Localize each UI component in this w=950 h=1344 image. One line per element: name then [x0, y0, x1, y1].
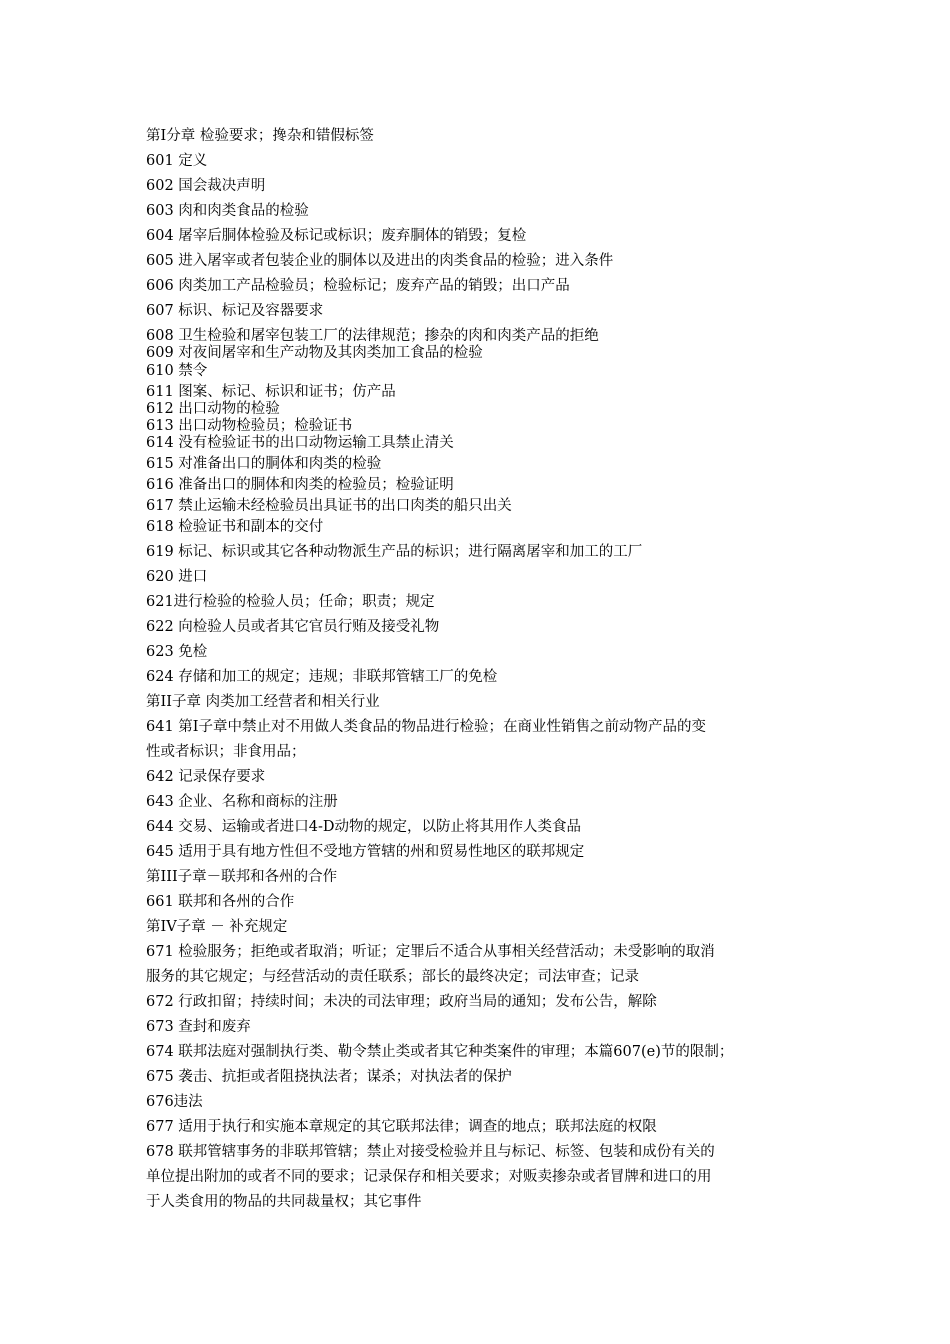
section-678-cont-1: 单位提出附加的或者不同的要求；记录保存和相关要求；对贩卖掺杂或者冒牌和进口的用 [146, 1169, 712, 1185]
section-603: 603 肉和肉类食品的检验 [146, 203, 309, 219]
section-641-cont: 性或者标识；非食用品； [146, 744, 306, 760]
section-602: 602 国会裁决声明 [146, 178, 266, 194]
section-616: 616 准备出口的胴体和肉类的检验员；检验证明 [146, 477, 454, 493]
section-661: 661 联邦和各州的合作 [146, 894, 295, 910]
section-617: 617 禁止运输未经检验员出具证书的出口肉类的船只出关 [146, 498, 512, 514]
section-673: 673 查封和废弃 [146, 1019, 251, 1035]
section-622: 622 向检验人员或者其它官员行贿及接受礼物 [146, 619, 440, 635]
section-641: 641 第Ⅰ子章中禁止对不用做人类食品的物品进行检验；在商业性销售之前动物产品的变 [146, 719, 707, 735]
chapter-heading-4: 第IV子章 － 补充规定 [146, 919, 288, 935]
section-672: 672 行政扣留；持续时间；未决的司法审理；政府当局的通知；发布公告，解除 [146, 994, 657, 1010]
section-605: 605 进入屠宰或者包装企业的胴体以及进出的肉类食品的检验；进入条件 [146, 253, 614, 269]
section-643: 643 企业、名称和商标的注册 [146, 794, 338, 810]
section-610: 610 禁令 [146, 363, 208, 379]
section-609: 609 对夜间屠宰和生产动物及其肉类加工食品的检验 [146, 345, 483, 361]
section-614: 614 没有检验证书的出口动物运输工具禁止清关 [146, 435, 454, 451]
section-607: 607 标识、标记及容器要求 [146, 303, 324, 319]
section-601: 601 定义 [146, 153, 208, 169]
section-678: 678 联邦管辖事务的非联邦管辖；禁止对接受检验并且与标记、标签、包装和成份有关的 [146, 1144, 715, 1160]
section-676: 676违法 [146, 1094, 203, 1110]
section-608: 608 卫生检验和屠宰包装工厂的法律规范；掺杂的肉和肉类产品的拒绝 [146, 328, 599, 344]
chapter-heading-2: 第II子章 肉类加工经营者和相关行业 [146, 694, 380, 710]
section-671: 671 检验服务；拒绝或者取消；听证；定罪后不适合从事相关经营活动；未受影响的取消 [146, 944, 715, 960]
section-623: 623 免检 [146, 644, 208, 660]
section-612: 612 出口动物的检验 [146, 401, 280, 417]
section-620: 620 进口 [146, 569, 208, 585]
section-645: 645 适用于具有地方性但不受地方管辖的州和贸易性地区的联邦规定 [146, 844, 585, 860]
section-611: 611 图案、标记、标识和证书；仿产品 [146, 384, 396, 400]
section-606: 606 肉类加工产品检验员；检验标记；废弃产品的销毁；出口产品 [146, 278, 570, 294]
section-644: 644 交易、运输或者进口4-D动物的规定，以防止将其用作人类食品 [146, 819, 582, 835]
section-642: 642 记录保存要求 [146, 769, 266, 785]
section-618: 618 检验证书和副本的交付 [146, 519, 324, 535]
section-604: 604 屠宰后胴体检验及标记或标识；废弃胴体的销毁；复检 [146, 228, 527, 244]
section-675: 675 袭击、抗拒或者阻挠执法者；谋杀；对执法者的保护 [146, 1069, 512, 1085]
section-615: 615 对准备出口的胴体和肉类的检验 [146, 456, 382, 472]
chapter-heading-1: 第Ⅰ分章 检验要求；搀杂和错假标签 [146, 128, 374, 144]
section-613: 613 出口动物检验员；检验证书 [146, 418, 353, 434]
section-619: 619 标记、标识或其它各种动物派生产品的标识；进行隔离屠宰和加工的工厂 [146, 544, 643, 560]
chapter-heading-3: 第III子章－联邦和各州的合作 [146, 869, 338, 885]
section-674: 674 联邦法庭对强制执行类、勒令禁止类或者其它种类案件的审理；本篇607(e)节的限制； [146, 1044, 734, 1060]
section-621: 621进行检验的检验人员；任命；职责；规定 [146, 594, 435, 610]
section-671-cont: 服务的其它规定；与经营活动的责任联系；部长的最终决定；司法审查；记录 [146, 969, 639, 985]
section-677: 677 适用于执行和实施本章规定的其它联邦法律；调查的地点；联邦法庭的权限 [146, 1119, 657, 1135]
section-678-cont-2: 于人类食用的物品的共同裁量权；其它事件 [146, 1194, 422, 1210]
section-624: 624 存储和加工的规定；违规；非联邦管辖工厂的免检 [146, 669, 498, 685]
